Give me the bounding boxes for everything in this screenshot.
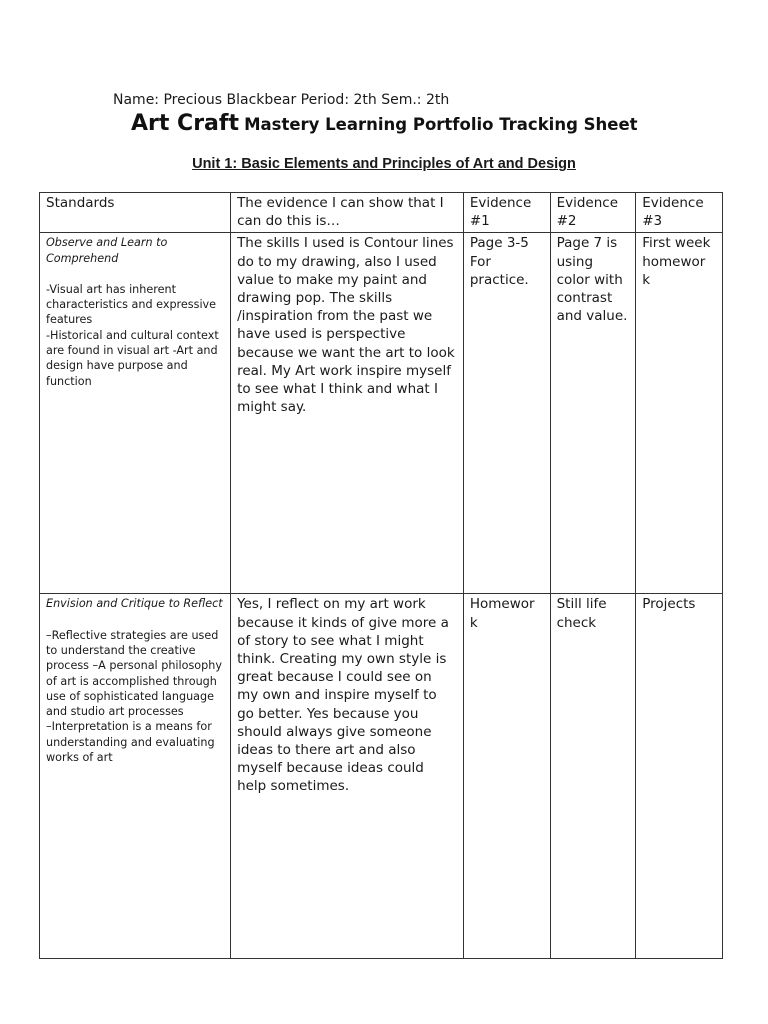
standard-cell	[40, 233, 231, 594]
evidence-1-cell	[463, 594, 550, 959]
header-evidence-1	[463, 193, 550, 233]
header-evidence-3	[636, 193, 723, 233]
evidence-3-cell	[636, 233, 723, 594]
evidence-1-cell	[463, 233, 550, 594]
standard-points	[46, 282, 224, 389]
tracking-table	[39, 192, 723, 959]
header-evidence-2-text: Evidence #2	[556, 195, 619, 230]
table-row	[40, 594, 723, 959]
header-evidence-statement	[231, 193, 464, 233]
standard-point: –Interpretation is a means for understanding and evaluating works of art	[46, 720, 215, 764]
standard-title: Observe and Learn to Comprehend	[46, 236, 168, 265]
header-evidence-2	[550, 193, 636, 233]
title-main: Art Craft	[131, 111, 239, 136]
table-header-row	[40, 193, 723, 233]
evidence-1-text: Page 3-5 For practice.	[469, 235, 529, 288]
evidence-statement-text: Yes, I reflect on my art work because it kinds of give more a of story to see what I might think. Creating my own style is great because I could see on my own and inspire myself to go better. Yes because you should always give someone ideas to there art and also myself because ideas could help sometimes.	[237, 596, 449, 795]
evidence-2-text: Still life check	[556, 596, 607, 631]
standard-title: Envision and Critique to Reflect	[46, 597, 223, 611]
title-subtitle: Mastery Learning Portfolio Tracking Sheet	[244, 115, 638, 134]
student-info-line: Name: Precious Blackbear Period: 2th Sem.: 2th	[113, 92, 450, 108]
evidence-3-cell	[636, 594, 723, 959]
standard-cell	[40, 594, 231, 959]
evidence-2-text: Page 7 is using color with contrast and value.	[556, 235, 628, 325]
unit-heading: Unit 1: Basic Elements and Principles of Art and Design	[192, 156, 576, 172]
header-evidence-statement-text: The evidence I can show that I can do this is…	[237, 195, 444, 230]
evidence-statement-text: The skills I used is Contour lines do to my drawing, also I used value to make my paint and drawing pop. The skills /inspiration from the past we have used is perspective because we want the art to look real. My Art work inspire myself to see what I think and what I might say.	[237, 235, 455, 416]
evidence-statement-cell	[231, 594, 464, 959]
evidence-3-text: Projects	[642, 596, 696, 613]
evidence-statement-cell	[231, 233, 464, 594]
evidence-3-text: First week homewor k	[642, 235, 711, 288]
header-standards	[40, 193, 231, 233]
standard-points	[46, 628, 224, 766]
standard-point: -Visual art has inherent characteristics and expressive features	[46, 282, 217, 327]
evidence-2-cell	[550, 594, 636, 959]
header-standards-text: Standards	[46, 195, 115, 211]
document-title	[131, 111, 638, 136]
header-evidence-1-text: Evidence #1	[469, 195, 532, 230]
evidence-2-cell	[550, 233, 636, 594]
evidence-1-text: Homewor k	[469, 596, 535, 631]
table-row	[40, 233, 723, 594]
standard-point: -Historical and cultural context are found in visual art -Art and design have purpose and function	[46, 328, 219, 388]
standard-point: –Reflective strategies are used to understand the creative process –A personal philosophy of art is accomplished through use of sophisticated language and studio art processes	[46, 628, 222, 719]
header-evidence-3-text: Evidence #3	[642, 195, 704, 230]
